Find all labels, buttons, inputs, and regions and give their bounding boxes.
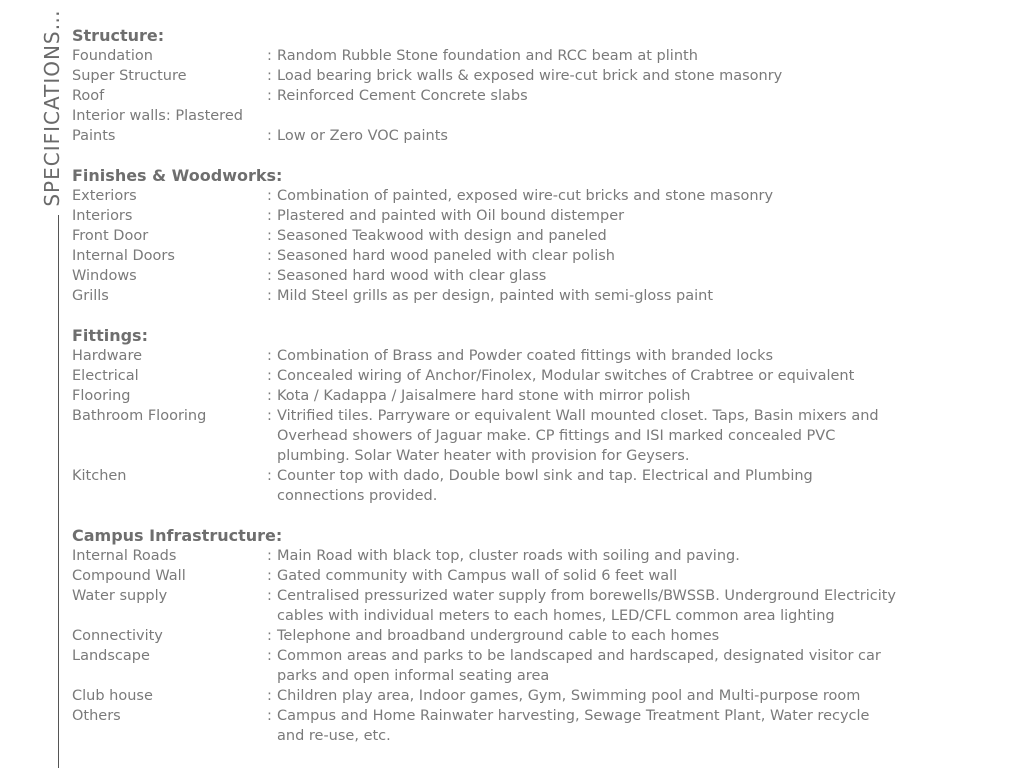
- spec-label: Roof: [72, 88, 105, 104]
- colon-separator: :: [267, 228, 272, 244]
- spec-value-text: [277, 246, 1012, 266]
- spec-value-text: [277, 86, 1012, 106]
- spec-label: Foundation: [72, 48, 153, 64]
- spec-row: [72, 206, 1012, 226]
- colon-separator: :: [267, 548, 272, 564]
- spec-label: Interiors: [72, 208, 133, 224]
- spec-value-line: Vitrified tiles. Parryware or equivalent Wall mounted closet. Taps, Basin mixers and: [277, 408, 879, 424]
- spec-value-line: and re-use, etc.: [277, 728, 391, 744]
- colon-separator: :: [267, 288, 272, 304]
- spec-row: [72, 186, 1012, 206]
- spec-value: [267, 386, 1012, 406]
- spec-value-line: Seasoned hard wood paneled with clear polish: [277, 248, 615, 264]
- spec-label: Grills: [72, 288, 109, 304]
- spec-value: [267, 86, 1012, 106]
- spec-value: [267, 226, 1012, 246]
- colon-separator: :: [267, 248, 272, 264]
- spec-value-text: [277, 126, 1012, 146]
- spec-value-text: [277, 546, 1012, 566]
- spec-value-text: [277, 226, 1012, 246]
- spec-value-line: parks and open informal seating area: [277, 668, 550, 684]
- spec-value-line: Combination of Brass and Powder coated fittings with branded locks: [277, 348, 774, 364]
- colon-separator: :: [267, 408, 272, 424]
- colon-separator: :: [267, 708, 272, 724]
- spec-value-text: [277, 686, 1012, 706]
- spec-value-text: [277, 626, 1012, 646]
- spec-value: [267, 646, 1012, 686]
- spec-value-text: [277, 586, 1012, 626]
- colon-separator: :: [267, 268, 272, 284]
- spec-row: [72, 106, 1012, 126]
- spec-value: [267, 186, 1012, 206]
- side-title: SPECIFICATIONS…: [40, 9, 64, 207]
- colon-separator: :: [267, 628, 272, 644]
- spec-row: [72, 366, 1012, 386]
- colon-separator: :: [267, 568, 272, 584]
- spec-row: [72, 706, 1012, 746]
- spec-value-line: connections provided.: [277, 488, 438, 504]
- spec-row: [72, 626, 1012, 646]
- spec-section: [72, 326, 1012, 506]
- section-title: Finishes & Woodworks:: [72, 166, 283, 185]
- spec-value: [267, 206, 1012, 226]
- spec-label: Kitchen: [72, 468, 127, 484]
- spec-value: [267, 126, 1012, 146]
- spec-row: [72, 246, 1012, 266]
- colon-separator: :: [267, 648, 272, 664]
- spec-value-text: [277, 266, 1012, 286]
- colon-separator: :: [267, 368, 272, 384]
- spec-label: Paints: [72, 128, 116, 144]
- spec-value-text: [277, 286, 1012, 306]
- spec-value: [267, 346, 1012, 366]
- spec-label: Bathroom Flooring: [72, 408, 207, 424]
- colon-separator: :: [267, 188, 272, 204]
- spec-row: [72, 66, 1012, 86]
- spec-label: Interior walls: Plastered: [72, 108, 243, 124]
- spec-value-line: plumbing. Solar Water heater with provision for Geysers.: [277, 448, 690, 464]
- spec-value: [267, 66, 1012, 86]
- spec-value: [267, 626, 1012, 646]
- spec-label: Others: [72, 708, 121, 724]
- spec-value: [267, 246, 1012, 266]
- spec-row: [72, 686, 1012, 706]
- spec-row: [72, 406, 1012, 466]
- spec-value-line: Seasoned hard wood with clear glass: [277, 268, 547, 284]
- colon-separator: :: [267, 468, 272, 484]
- spec-value: [267, 546, 1012, 566]
- spec-label: Water supply: [72, 588, 168, 604]
- spec-row: [72, 286, 1012, 306]
- spec-value: [267, 706, 1012, 746]
- section-title: Campus Infrastructure:: [72, 526, 283, 545]
- spec-row: [72, 126, 1012, 146]
- colon-separator: :: [267, 688, 272, 704]
- spec-row: [72, 646, 1012, 686]
- spec-value-line: cables with individual meters to each homes, LED/CFL common area lighting: [277, 608, 835, 624]
- spec-value-text: [277, 386, 1012, 406]
- spec-label: Flooring: [72, 388, 131, 404]
- spec-value-line: Campus and Home Rainwater harvesting, Sewage Treatment Plant, Water recycle: [277, 708, 870, 724]
- spec-label: Windows: [72, 268, 137, 284]
- section-title: Structure:: [72, 26, 165, 45]
- spec-value: [267, 46, 1012, 66]
- spec-label: Internal Roads: [72, 548, 177, 564]
- spec-value-line: Plastered and painted with Oil bound distemper: [277, 208, 625, 224]
- spec-section: [72, 166, 1012, 306]
- spec-value-text: [277, 406, 1012, 466]
- spec-row: [72, 546, 1012, 566]
- spec-label: Compound Wall: [72, 568, 186, 584]
- spec-row: [72, 266, 1012, 286]
- spec-value-text: [277, 646, 1012, 686]
- spec-label: Electrical: [72, 368, 139, 384]
- spec-value: [267, 406, 1012, 466]
- spec-label: Super Structure: [72, 68, 187, 84]
- spec-label: Front Door: [72, 228, 149, 244]
- spec-value-line: Centralised pressurized water supply from borewells/BWSSB. Underground Electricity: [277, 588, 896, 604]
- spec-value: [267, 286, 1012, 306]
- spec-value: [267, 566, 1012, 586]
- colon-separator: :: [267, 128, 272, 144]
- spec-value-line: Main Road with black top, cluster roads with soiling and paving.: [277, 548, 740, 564]
- spec-value-text: [277, 46, 1012, 66]
- spec-label: Club house: [72, 688, 153, 704]
- spec-section: [72, 526, 1012, 746]
- colon-separator: :: [267, 388, 272, 404]
- spec-row: [72, 466, 1012, 506]
- spec-value-line: Counter top with dado, Double bowl sink and tap. Electrical and Plumbing: [277, 468, 813, 484]
- spec-value: [267, 586, 1012, 626]
- side-divider: [58, 215, 59, 768]
- spec-row: [72, 346, 1012, 366]
- spec-value-line: Common areas and parks to be landscaped and hardscaped, designated visitor car: [277, 648, 881, 664]
- spec-value: [267, 366, 1012, 386]
- spec-label: Exteriors: [72, 188, 137, 204]
- spec-value-text: [277, 466, 1012, 506]
- spec-value: [267, 466, 1012, 506]
- colon-separator: :: [267, 68, 272, 84]
- spec-value-line: Random Rubble Stone foundation and RCC beam at plinth: [277, 48, 698, 64]
- spec-row: [72, 46, 1012, 66]
- spec-value-text: [277, 206, 1012, 226]
- spec-value-line: Reinforced Cement Concrete slabs: [277, 88, 528, 104]
- colon-separator: :: [267, 348, 272, 364]
- spec-value: [267, 266, 1012, 286]
- spec-value-line: Gated community with Campus wall of solid 6 feet wall: [277, 568, 678, 584]
- section-title: Fittings:: [72, 326, 148, 345]
- spec-value-text: [277, 566, 1012, 586]
- spec-value-text: [277, 706, 1012, 746]
- colon-separator: :: [267, 208, 272, 224]
- spec-label: Hardware: [72, 348, 143, 364]
- spec-row: [72, 386, 1012, 406]
- spec-label: Landscape: [72, 648, 150, 664]
- colon-separator: :: [267, 88, 272, 104]
- spec-value-line: Low or Zero VOC paints: [277, 128, 448, 144]
- spec-value-line: Combination of painted, exposed wire-cut bricks and stone masonry: [277, 188, 774, 204]
- spec-value-line: Kota / Kadappa / Jaisalmere hard stone with mirror polish: [277, 388, 691, 404]
- spec-value-line: Telephone and broadband underground cable to each homes: [277, 628, 720, 644]
- spec-value-line: Concealed wiring of Anchor/Finolex, Modular switches of Crabtree or equivalent: [277, 368, 855, 384]
- colon-separator: :: [267, 48, 272, 64]
- specifications-content: [72, 26, 1012, 766]
- spec-value-text: [277, 366, 1012, 386]
- spec-section: [72, 26, 1012, 146]
- spec-row: [72, 226, 1012, 246]
- spec-row: [72, 586, 1012, 626]
- spec-value-text: [277, 186, 1012, 206]
- spec-value: [267, 686, 1012, 706]
- spec-value-text: [277, 346, 1012, 366]
- spec-value-line: Load bearing brick walls & exposed wire-cut brick and stone masonry: [277, 68, 783, 84]
- spec-value-line: Children play area, Indoor games, Gym, Swimming pool and Multi-purpose room: [277, 688, 861, 704]
- spec-value-line: Overhead showers of Jaguar make. CP fittings and ISI marked concealed PVC: [277, 428, 836, 444]
- spec-label: Internal Doors: [72, 248, 175, 264]
- spec-value-line: Mild Steel grills as per design, painted with semi-gloss paint: [277, 288, 714, 304]
- spec-row: [72, 86, 1012, 106]
- colon-separator: :: [267, 588, 272, 604]
- spec-value-line: Seasoned Teakwood with design and paneled: [277, 228, 607, 244]
- spec-value-text: [277, 66, 1012, 86]
- spec-label: Connectivity: [72, 628, 163, 644]
- spec-row: [72, 566, 1012, 586]
